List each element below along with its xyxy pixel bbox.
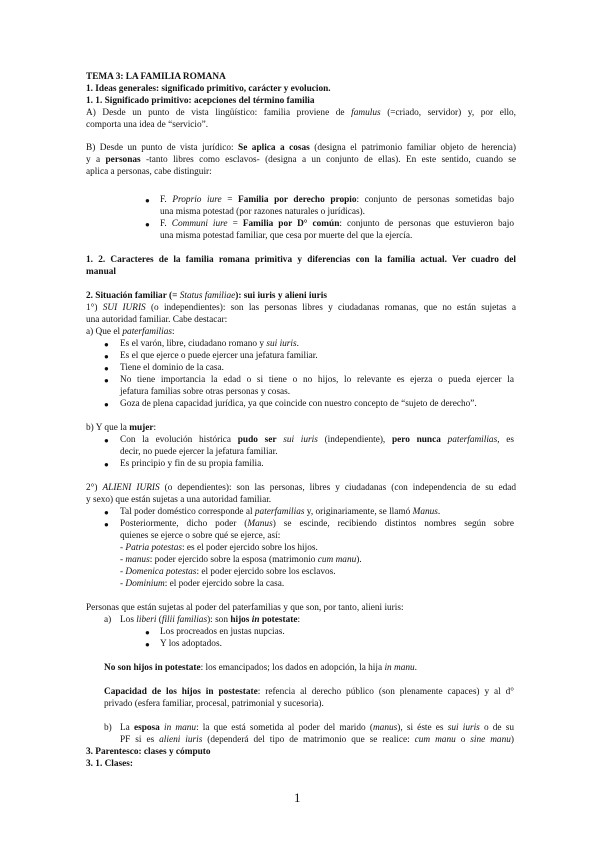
bullet-icon: ● [104, 460, 109, 469]
list-item: Es el que ejerce o puede ejercer una jefatura familiar. [120, 351, 318, 361]
bullet-icon: ● [145, 220, 150, 229]
list-item: jefatura familias sobre otras personas y cosas. [120, 387, 291, 397]
bullet-icon: ● [104, 352, 109, 361]
list-item: una misma potestad familiar, que cesa por muerte del que la ejercía. [160, 231, 413, 241]
bullet-icon: ● [104, 508, 109, 517]
bullet-icon: ● [145, 640, 150, 649]
bullet-icon: ● [104, 400, 109, 409]
document-title: TEMA 3: LA FAMILIA ROMANA [86, 72, 226, 82]
heading-caracteres: 1. 2. Caracteres de la familia romana primitiva y diferencias con la familia actual. Ver cuadro del [86, 255, 516, 265]
heading-parentesco: 3. Parentesco: clases y cómputo [86, 747, 211, 757]
heading-situacion-familiar: 2. Situación familiar (= Status familiae): sui iuris y alieni iuris [86, 291, 327, 301]
bullet-icon: ● [104, 520, 109, 529]
paragraph-line: una autoridad familiar. Cabe destacar: [86, 315, 228, 325]
list-item: Y los adoptados. [160, 639, 222, 649]
list-item: F. Communi iure = Familia por D° común: conjunto de personas que estuvieron bajo [160, 219, 514, 229]
paragraph-line: Personas que están sujetas al poder del paterfamilias y que son, por tanto, alieni iuris: [86, 603, 404, 613]
paragraph-line: Capacidad de los hijos in postestate: refencia al derecho público (son plenamente capaces) y al d° [104, 687, 514, 697]
list-item: - Domenica potestas: el poder ejercido sobre los esclavos. [120, 567, 336, 577]
bullet-icon: ● [104, 436, 109, 445]
list-item: quienes se ejerce o sobre qué se ejerce, así: [120, 531, 281, 541]
heading-ideas-generales: 1. Ideas generales: significado primitivo, carácter y evolucion. [86, 84, 331, 94]
list-item: Los procreados en justas nupcias. [160, 627, 285, 637]
list-item: una misma potestad (por razones naturales o jurídicas). [160, 207, 365, 217]
list-item: decir, no puede ejercer la jefatura familiar. [120, 447, 278, 457]
list-item: Con la evolución histórica pudo ser sui iuris (independiente), pero nunca paterfamilias, es [120, 435, 514, 445]
bullet-icon: ● [104, 376, 109, 385]
list-item: - Dominium: el poder ejercido sobre la casa. [120, 579, 285, 589]
paragraph-line: A) Desde un punto de vista lingüístico: familia proviene de famulus (=criado, servidor) y, por ello, [86, 108, 517, 118]
list-item: Los liberi (filii familias): son hijos in potestate: [120, 615, 301, 625]
list-marker: b) [104, 723, 112, 733]
paragraph-line: 1°) SUI IURIS (o independientes): son las personas libres y ciudadanas romanas, que no están sujetas a [86, 303, 516, 313]
bullet-icon: ● [104, 340, 109, 349]
paragraph-line: aplica a personas, cabe distinguir: [86, 167, 212, 177]
heading-clases: 3. 1. Clases: [86, 759, 133, 769]
list-item: - Patria potestas: es el poder ejercido sobre los hijos. [120, 543, 318, 553]
page-number: 1 [294, 790, 301, 805]
list-item: Goza de plena capacidad jurídica, ya que coincide con nuestro concepto de “sujeto de derecho”. [120, 399, 477, 409]
bullet-icon: ● [104, 364, 109, 373]
list-marker: a) [104, 615, 112, 625]
paragraph-line: y a personas -tanto libres como esclavos- (designa a un conjunto de ellas). En este sentido, cuando se [86, 155, 516, 165]
paragraph-line: comporta una idea de “servicio”. [86, 120, 209, 130]
heading-caracteres: manual [86, 267, 116, 277]
bullet-icon: ● [145, 628, 150, 637]
list-item: PF si es alieni iuris (dependerá del tipo de matrimonio que se realice: cum manu o sine manu) [120, 735, 514, 745]
list-item: Es el varón, libre, ciudadano romano y sui iuris. [120, 339, 299, 349]
list-item: La esposa in manu: la que está sometida al poder del marido (manus), si éste es sui iuris o de su [120, 723, 514, 733]
list-item: Tiene el dominio de la casa. [120, 363, 224, 373]
paragraph-line: B) Desde un punto de vista jurídico: Se aplica a cosas (designa el patrimonio familiar objeto de herencia) [86, 143, 516, 153]
paragraph-line: a) Que el paterfamilias: [86, 327, 175, 337]
heading-significado-primitivo: 1. 1. Significado primitivo: acepciones del término familia [86, 96, 315, 106]
list-item: Es principio y fin de su propia familia. [120, 459, 264, 469]
paragraph-line: y sexo) que están sujetas a una autoridad familiar. [86, 495, 272, 505]
list-item: F. Proprio iure = Familia por derecho propio: conjunto de personas sometidas bajo [160, 195, 514, 205]
list-item: - manus: poder ejercido sobre la esposa (matrimonio cum manu). [120, 555, 362, 565]
paragraph-line: privado (esfera familiar, procesal, patrimonial y sucesoria). [104, 699, 324, 709]
paragraph-line: No son hijos in potestate: los emancipados; los dados en adopción, la hija in manu. [104, 663, 417, 673]
bullet-icon: ● [145, 196, 150, 205]
paragraph-line: 2°) ALIENI IURIS (o dependientes): son las personas, libres y ciudadanas (con independencia de su edad [86, 483, 517, 493]
list-item: No tiene importancia la edad o si tiene o no hijos, lo relevante es ejerza o pueda ejercer la [120, 375, 514, 385]
list-item: Tal poder doméstico corresponde al paterfamilias y, originariamente, se llamó Manus. [120, 507, 441, 517]
paragraph-line: b) Y que la mujer: [86, 423, 157, 433]
list-item: Posteriormente, dicho poder (Manus) se escinde, recibiendo distintos nombres según sobre [120, 519, 514, 529]
